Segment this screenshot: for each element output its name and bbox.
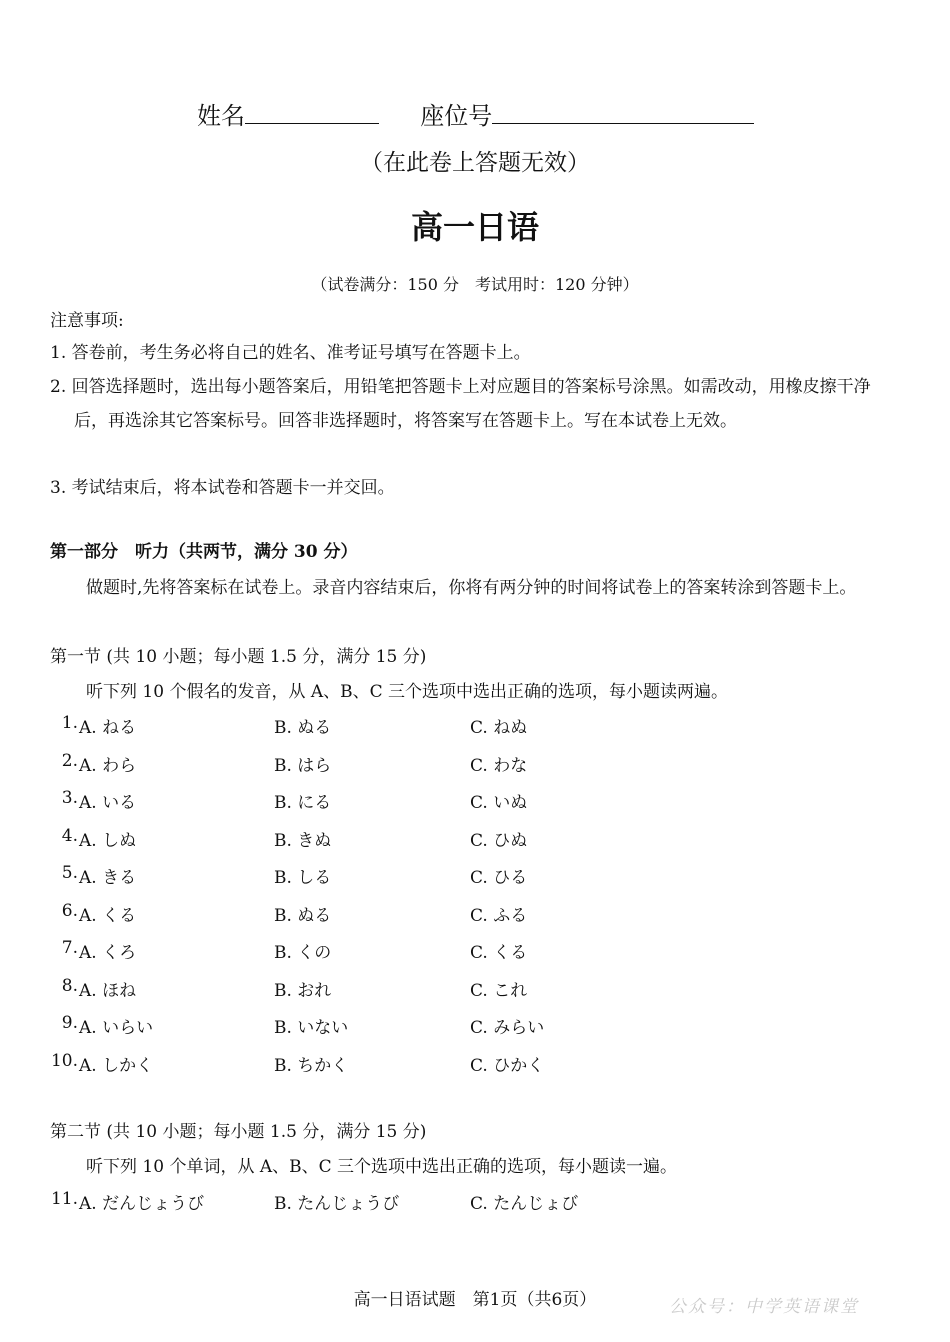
notice-item: 3. 考试结束后，将本试卷和答题卡一并交回。 — [50, 478, 395, 498]
option-a: A. ねる — [79, 718, 137, 738]
name-blank — [245, 101, 379, 124]
question-row — [0, 976, 950, 1006]
option-c: C. ひる — [470, 868, 528, 888]
question-number: 8. — [61, 975, 78, 996]
option-b: B. たんじょうび — [274, 1194, 400, 1214]
option-a: A. わら — [79, 755, 137, 776]
question-number: 11. — [50, 1189, 78, 1209]
option-a: A. だんじょうび — [79, 1194, 205, 1214]
question-row — [0, 751, 950, 781]
option-a: A. しぬ — [79, 830, 137, 851]
question-row — [0, 788, 950, 818]
section1-instruction: 听下列 10 个假名的发音，从 A、B、C 三个选项中选出正确的选项，每小题读两遍。 — [86, 682, 729, 702]
page-footer: 高一日语试题 第1页（共6页） — [353, 1290, 597, 1310]
option-b: B. いない — [274, 1018, 349, 1038]
section2-heading: 第二节 (共 10 小题；每小题 1.5 分，满分 15 分) — [50, 1122, 427, 1142]
option-b: B. おれ — [274, 980, 332, 1001]
option-c: C. ひぬ — [470, 830, 528, 851]
name-seat-line — [197, 96, 754, 131]
watermark: 公众号：中学英语课堂 — [669, 1297, 859, 1317]
question-row — [0, 901, 950, 931]
option-a: A. いらい — [79, 1018, 154, 1038]
option-c: C. ひかく — [470, 1055, 545, 1076]
question-number: 4. — [61, 825, 78, 846]
option-c: C. ふる — [470, 905, 528, 926]
option-c: C. いぬ — [470, 793, 528, 813]
question-number: 9. — [61, 1013, 78, 1033]
question-row — [0, 938, 950, 968]
seat-label: 座位号 — [420, 102, 493, 130]
option-c: C. わな — [470, 755, 528, 776]
question-number: 7. — [61, 938, 78, 958]
question-number: 5. — [61, 863, 78, 883]
notice-item: 2. 回答选择题时，选出每小题答案后，用铅笔把答题卡上对应题目的答案标号涂黑。如需改动，用橡皮擦干净后，再选涂其它答案标号。回答非选择题时，将答案写在答题卡上。写在本试卷上无效。 — [50, 377, 871, 431]
question-number: 6. — [61, 900, 78, 921]
question-number: 1. — [61, 713, 78, 733]
option-b: B. きぬ — [274, 830, 332, 851]
question-row — [0, 1051, 950, 1081]
notice-heading: 注意事项: — [50, 311, 124, 331]
option-a: A. くる — [79, 905, 137, 926]
question-row — [0, 826, 950, 856]
seat-blank — [492, 101, 754, 124]
page-title: 高一日语 — [410, 208, 539, 246]
option-b: B. ぬる — [274, 905, 332, 926]
question-number: 2. — [61, 750, 78, 771]
option-c: C. くる — [470, 943, 528, 963]
option-c: C. これ — [470, 980, 528, 1001]
part1-heading: 第一部分 听力（共两节，满分 30 分） — [50, 542, 358, 562]
part1-intro: 做题时,先将答案标在试卷上。录音内容结束后，你将有两分钟的时间将试卷上的答案转涂到答题卡上。 — [86, 578, 857, 598]
option-b: B. ちかく — [274, 1055, 349, 1076]
invalid-note: （在此卷上答题无效） — [360, 150, 590, 176]
section2-instruction: 听下列 10 个单词，从 A、B、C 三个选项中选出正确的选项，每小题读一遍。 — [86, 1157, 678, 1177]
option-b: B. はら — [274, 755, 332, 776]
option-c: C. ねぬ — [470, 718, 528, 738]
option-a: A. しかく — [79, 1055, 154, 1076]
question-number: 3. — [61, 788, 78, 808]
option-b: B. にる — [274, 793, 332, 813]
option-a: A. いる — [79, 793, 137, 813]
score-info: （试卷满分：150 分 考试用时：120 分钟） — [311, 275, 639, 294]
option-b: B. しる — [274, 868, 332, 888]
option-c: C. みらい — [470, 1018, 545, 1038]
option-a: A. ほね — [79, 980, 137, 1001]
question-row — [0, 713, 950, 743]
option-c: C. たんじょび — [470, 1194, 579, 1214]
option-b: B. くの — [274, 943, 332, 963]
name-label: 姓名 — [197, 102, 245, 130]
question-row — [0, 1013, 950, 1043]
question-number: 10. — [50, 1050, 78, 1071]
question-row — [0, 863, 950, 893]
option-b: B. ぬる — [274, 718, 332, 738]
section1-heading: 第一节 (共 10 小题；每小题 1.5 分，满分 15 分) — [50, 647, 427, 667]
option-a: A. くろ — [79, 943, 137, 963]
option-a: A. きる — [79, 868, 137, 888]
question-row — [0, 1189, 950, 1219]
notice-item: 1. 答卷前，考生务必将自己的姓名、准考证号填写在答题卡上。 — [50, 343, 531, 363]
